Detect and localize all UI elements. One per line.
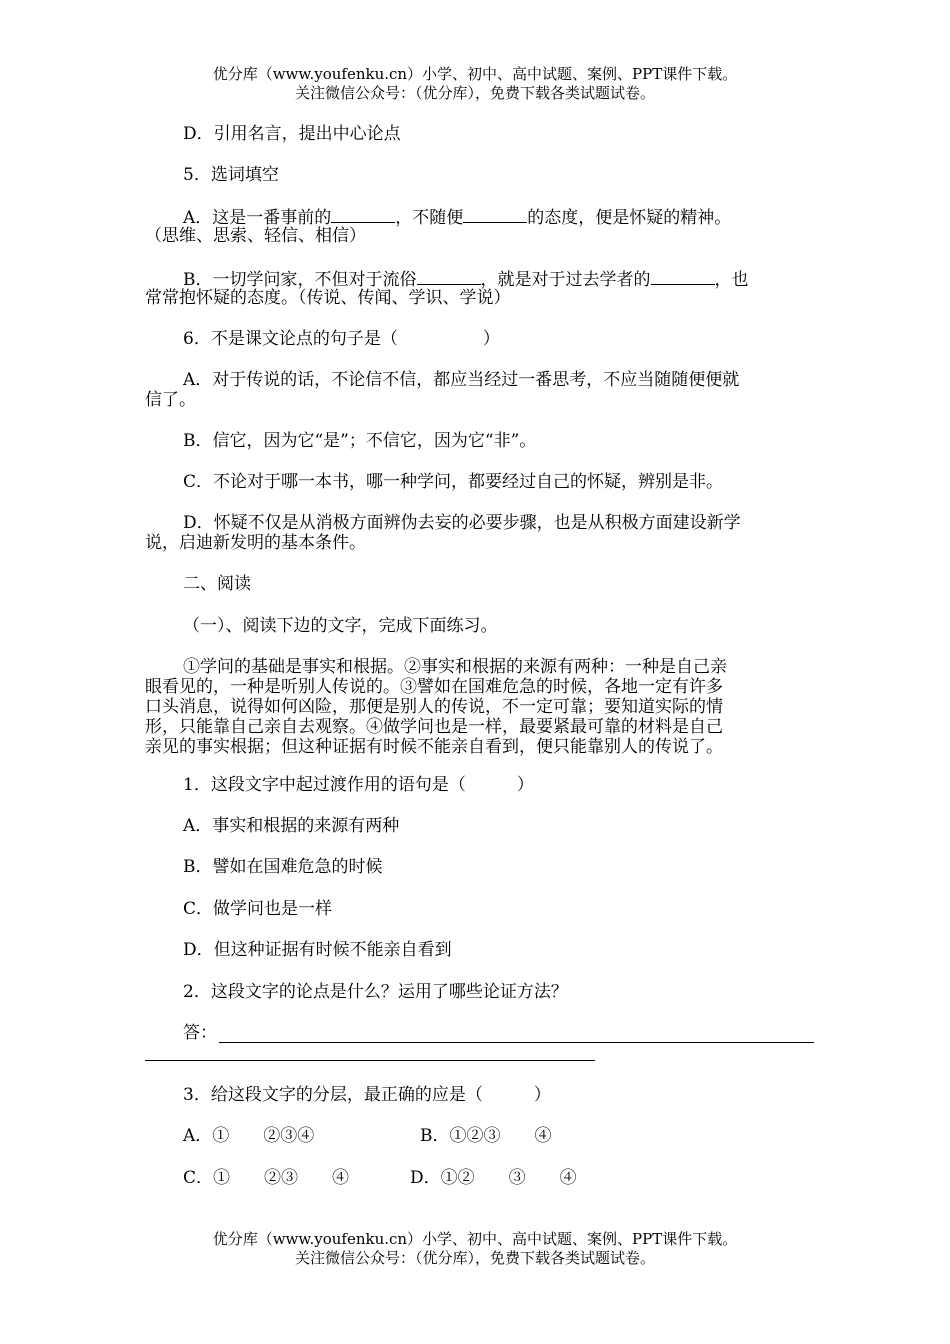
q6-a-line1: A．对于传说的话，不论信不信，都应当经过一番思考，不应当随随便便就	[183, 370, 740, 390]
r3-option-c: C．① ②③ ④	[183, 1168, 350, 1188]
passage-line-1: ①学问的基础是事实和根据。②事实和根据的来源有两种：一种是自己亲	[183, 657, 727, 677]
header-line-2: 关注微信公众号：（优分库），免费下载各类试题试卷。	[294, 84, 655, 102]
q5-b-line2: 常常抱怀疑的态度。（传说、传闻、学识、学说）	[145, 288, 511, 308]
r1-option-b: B．譬如在国难危急的时候	[183, 857, 383, 877]
r3-title: 3．给这段文字的分层，最正确的应是（ ）	[183, 1085, 551, 1105]
r1-option-c: C．做学问也是一样	[183, 899, 333, 919]
q5-title: 5．选词填空	[183, 165, 279, 185]
q5-a-text2: ，不随便	[395, 208, 464, 228]
q5-a-line2: （思维、思索、轻信、相信）	[145, 226, 366, 246]
r3-option-d: D．①② ③ ④	[410, 1168, 577, 1188]
footer-line-1: 优分库（www.youfenku.cn）小学、初中、高中试题、案例、PPT课件下载。	[212, 1230, 738, 1248]
answer-line-1[interactable]	[219, 1042, 814, 1043]
q6-title: 6．不是课文论点的句子是（ ）	[183, 329, 500, 349]
q5-a-blank1[interactable]	[331, 206, 395, 223]
q5-b-line1	[183, 268, 848, 290]
q5-a-text3: 的态度，便是怀疑的精神。	[527, 208, 732, 228]
q5-b-text1: B．一切学问家，不但对于流俗	[183, 270, 417, 290]
q6-a-line2: 信了。	[145, 390, 196, 410]
q5-a-blank2[interactable]	[463, 206, 527, 223]
q5-b-text3: ，也	[714, 270, 749, 290]
passage-line-5: 亲见的事实根据；但这种证据有时候不能亲自看到，便只能靠别人的传说了。	[145, 737, 723, 757]
section2-subtitle: （一）、阅读下边的文字，完成下面练习。	[183, 616, 498, 636]
q6-d-line1: D．怀疑不仅是从消极方面辨伪去妄的必要步骤，也是从积极方面建设新学	[183, 513, 741, 533]
r3-option-b: B．①②③ ④	[420, 1126, 552, 1146]
q5-b-blank1[interactable]	[417, 268, 481, 285]
r1-option-d: D．但这种证据有时候不能亲自看到	[183, 940, 452, 960]
passage-line-3: 口头消息，说得如何凶险，那便是别人的传说，不一定可靠；要知道实际的情	[145, 697, 723, 717]
r2-title: 2．这段文字的论点是什么？运用了哪些论证方法？	[183, 982, 568, 1002]
q6-option-b: B．信它，因为它“是”；不信它，因为它“非”。	[183, 431, 537, 451]
passage-line-4: 形，只能靠自己亲自去观察。④做学问也是一样，最要紧最可靠的材料是自己	[145, 717, 723, 737]
q5-b-text2: ，就是对于过去学者的	[480, 270, 651, 290]
r2-answer-label: 答：	[183, 1023, 217, 1043]
section2-title: 二、阅读	[183, 574, 251, 594]
footer-line-2: 关注微信公众号：（优分库），免费下载各类试题试卷。	[294, 1249, 655, 1267]
r1-title: 1．这段文字中起过渡作用的语句是（ ）	[183, 775, 534, 795]
r1-option-a: A．事实和根据的来源有两种	[183, 816, 400, 836]
answer-line-2[interactable]	[145, 1060, 595, 1061]
header-line-1: 优分库（www.youfenku.cn）小学、初中、高中试题、案例、PPT课件下载。	[212, 65, 738, 83]
q5-a-line1	[183, 206, 848, 228]
q5-b-blank2[interactable]	[651, 268, 715, 285]
q4-option-d: D．引用名言，提出中心论点	[183, 124, 401, 144]
q5-a-text1: A．这是一番事前的	[183, 208, 332, 228]
q6-d-line2: 说，启迪新发明的基本条件。	[145, 533, 366, 553]
passage-line-2: 眼看见的，一种是听别人传说的。③譬如在国难危急的时候，各地一定有许多	[145, 677, 723, 697]
q6-option-c: C．不论对于哪一本书，哪一种学问，都要经过自己的怀疑，辨别是非。	[183, 472, 724, 492]
r3-option-a: A．① ②③④	[183, 1126, 315, 1146]
